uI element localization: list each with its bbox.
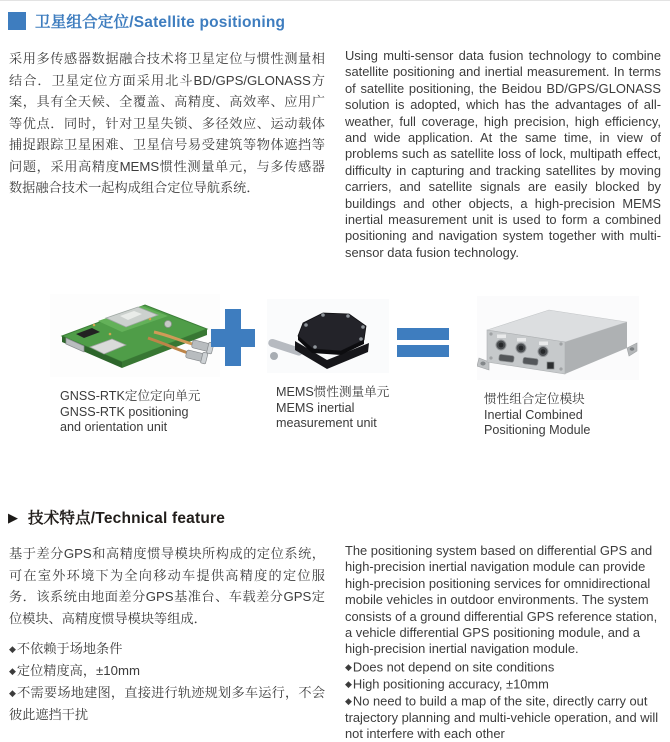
figure-gnss-rtk	[50, 294, 230, 436]
figure1-label-en-line1: GNSS-RTK positioning	[60, 404, 189, 419]
section1-columns	[9, 48, 661, 261]
inertial-combined-module-photo	[477, 296, 639, 380]
figure-gnss-rtk-caption	[50, 389, 230, 436]
figure2-label-en-line1: MEMS inertial	[276, 400, 355, 415]
diamond-bullet-icon: ◆	[345, 695, 352, 706]
feature-bullet-en	[345, 693, 661, 742]
feature-bullet-en	[345, 676, 661, 693]
feature-bullet-zh	[9, 682, 325, 726]
equation-figures-row	[0, 292, 670, 442]
section2-header	[8, 506, 225, 528]
section2-column-english	[345, 543, 661, 742]
section2-column-chinese	[9, 543, 325, 742]
diamond-bullet-icon: ◆	[345, 678, 352, 689]
section1-title: 卫星组合定位/Satellite positioning	[35, 14, 286, 31]
feature-bullet-en-text: High positioning accuracy, ±10mm	[352, 676, 549, 692]
feature-bullet-zh-text: 不依赖于场地条件	[16, 641, 123, 656]
figure1-label-zh: GNSS-RTK定位定向单元	[60, 389, 201, 403]
section1-header	[8, 10, 285, 32]
figure-inertial-module-caption	[477, 392, 653, 439]
page-top-divider	[0, 0, 670, 1]
equals-icon	[397, 328, 449, 357]
figure2-label-zh: MEMS惯性测量单元	[276, 385, 390, 399]
play-triangle-icon: ▶	[8, 509, 18, 525]
plus-icon	[211, 309, 255, 366]
section1-paragraph-en: Using multi-sensor data fusion technology to combine satellite positioning and inertial measurement. In terms of satellite positioning, the Beidou BD/GPS/GLONASS solution is adopted, which has the advantages of all-weather, full coverage, high precision, high efficiency, and wide application. At the same time, in view of problems such as satellite loss of lock, multipath effect, difficulty in capturing and tracking satellites by moving carriers, and satellite signals are easily blocked by buildings and other objects, a high-precision MEMS inertial measurement unit is used to form a combined positioning and navigation system together with multi-sensor data fusion technology.	[345, 48, 661, 260]
diamond-bullet-icon: ◆	[9, 643, 16, 654]
section1-column-chinese	[9, 48, 325, 261]
diamond-bullet-icon: ◆	[345, 661, 352, 672]
section1-column-english	[345, 48, 661, 261]
section2-paragraph-en: The positioning system based on differential GPS and high-precision inertial navigation module can provide high-precision positioning services for omnidirectional mobile vehicles in outdoor environments. The system consists of a ground differential GPS reference station, a vehicle differential GPS positioning module, and a high-precision inertial navigation module.	[345, 543, 658, 657]
figure-mems-imu-caption	[267, 385, 407, 432]
feature-bullet-en-text: No need to build a map of the site, directly carry out trajectory planning and multi-vehicle operation, and will not interfere with each other	[345, 693, 659, 741]
figure2-label-en-line2: measurement unit	[276, 416, 377, 430]
feature-bullet-zh	[9, 660, 325, 682]
feature-bullet-zh-text: 不需要场地建图，直接进行轨迹规划多车运行，不会彼此遮挡干扰	[9, 685, 326, 722]
figure3-label-en-line1: Inertial Combined	[484, 407, 583, 422]
gnss-rtk-board-photo	[50, 294, 220, 377]
mems-imu-photo	[267, 299, 389, 373]
figure-mems-imu	[267, 299, 407, 432]
figure1-label-en-line2: and orientation unit	[60, 420, 168, 434]
figure-inertial-module	[477, 296, 653, 439]
diamond-bullet-icon: ◆	[9, 687, 17, 698]
section2-title: 技术特点/Technical feature	[28, 510, 226, 527]
diamond-bullet-icon: ◆	[9, 665, 16, 676]
feature-bullet-zh	[9, 638, 325, 660]
figure3-label-zh: 惯性组合定位模块	[484, 392, 585, 406]
feature-bullet-en-text: Does not depend on site conditions	[352, 659, 555, 675]
figure3-label-en-line2: Positioning Module	[484, 423, 591, 437]
section2-columns	[9, 543, 661, 742]
section2-paragraph-zh: 基于差分GPS和高精度惯导模块所构成的定位系统，可在室外环境下为全向移动车提供高精度的定位服务．该系统由地面差分GPS基准台、车载差分GPS定位模块、高精度惯导模块等组成．	[9, 546, 325, 626]
blue-square-icon	[8, 12, 26, 30]
section1-paragraph-zh: 采用多传感器数据融合技术将卫星定位与惯性测量相结合．卫星定位方面采用北斗BD/GPS/GLONASS方案，具有全天候、全覆盖、高精度、高效率、应用广等优点．同时，针对卫星失锁、多径效应、运动载体捕捉跟踪卫星困难、卫星信号易受建筑等物体遮挡等问题，采用高精度MEMS惯性测量单元，与多传感器数据融合技术一起构成组合定位导航系统．	[9, 51, 325, 195]
feature-bullet-en	[345, 659, 661, 676]
feature-bullet-zh-text: 定位精度高，±10mm	[16, 663, 140, 678]
